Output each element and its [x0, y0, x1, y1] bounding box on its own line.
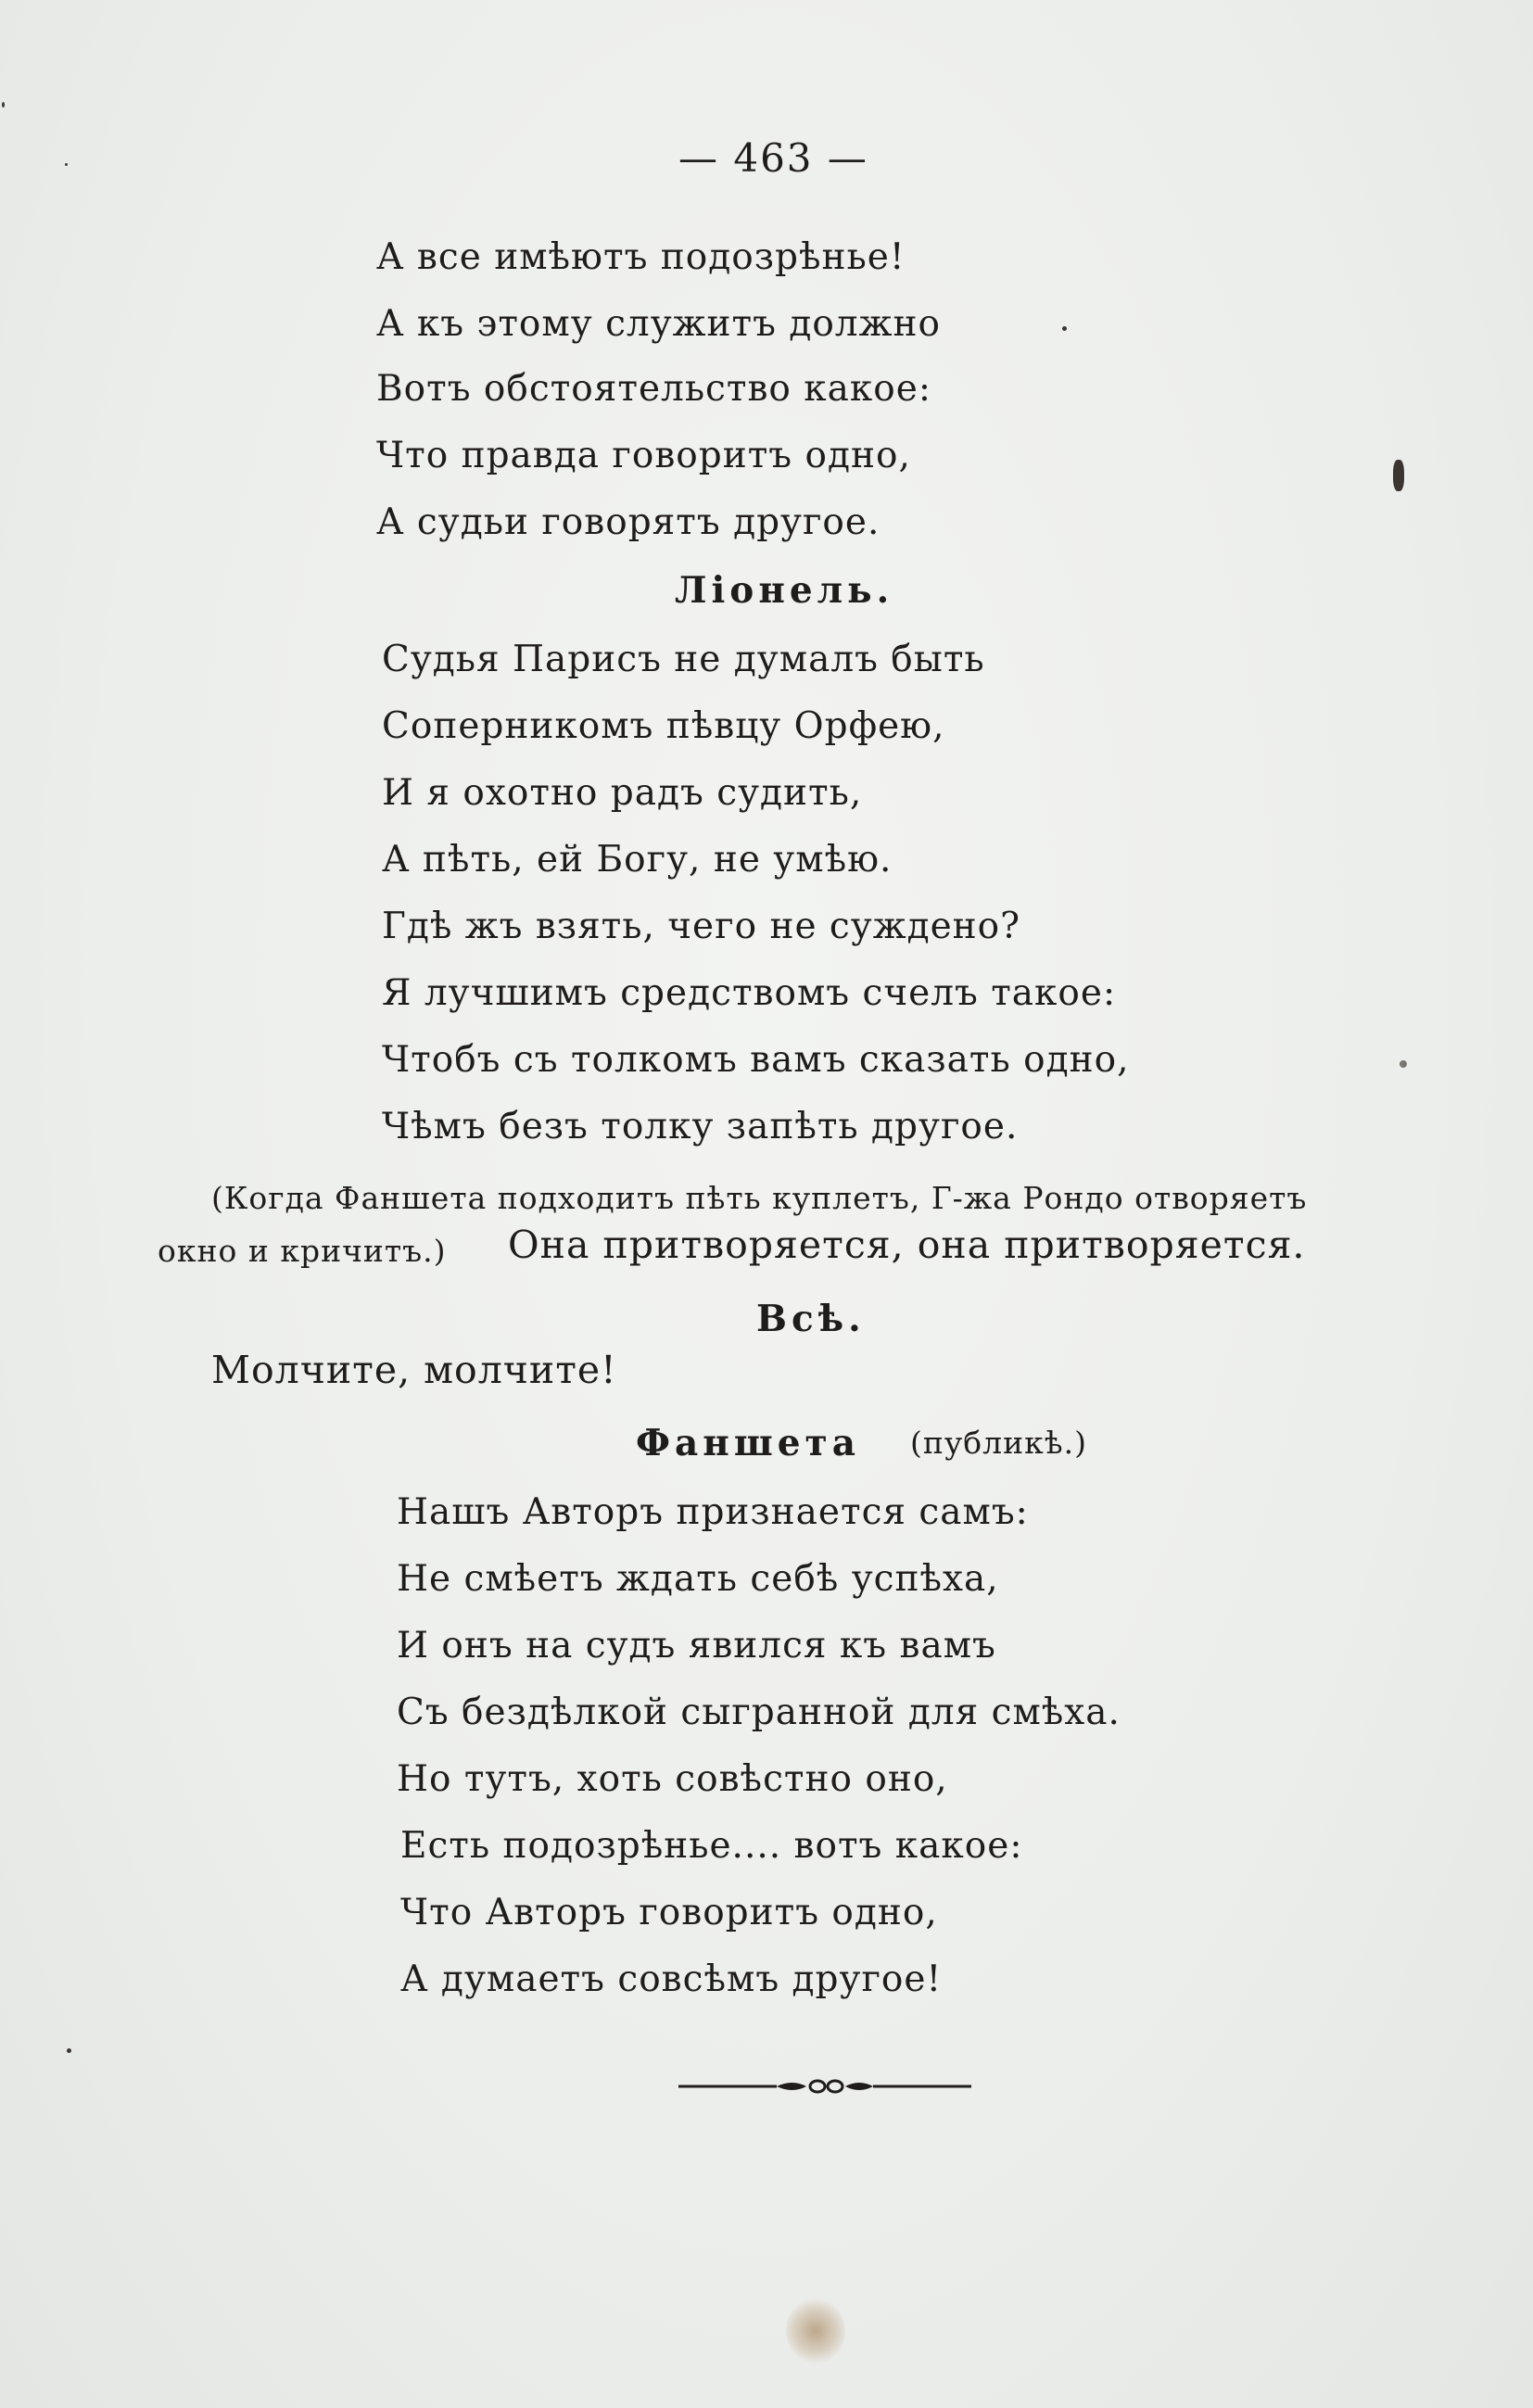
verse-line: Соперникомъ пѣвцу Орфею, — [382, 705, 945, 747]
end-ornament — [677, 2072, 973, 2100]
verse-line: И я охотно радъ судить, — [382, 772, 863, 814]
verse-line: А думаетъ совсѣмъ другое! — [400, 1958, 943, 2000]
verse-line: А къ этому служитъ должно — [376, 303, 941, 345]
verse-line: Молчите, молчите! — [211, 1348, 617, 1392]
ink-speck — [65, 163, 68, 166]
verse-line: Чѣмъ безъ толку запѣть другое. — [382, 1106, 1019, 1147]
speaker-name: Всѣ. — [756, 1298, 866, 1340]
stage-direction-line: окно и кричитъ.) — [158, 1233, 447, 1269]
verse-line: Есть подозрѣнье.... вотъ какое: — [400, 1825, 1023, 1867]
verse-line: Чтобъ съ толкомъ вамъ сказать одно, — [382, 1039, 1130, 1081]
ink-speck — [1400, 1060, 1407, 1068]
verse-line: Съ бездѣлкой сыгранной для смѣха. — [397, 1692, 1121, 1733]
ink-speck — [1062, 326, 1067, 331]
page-number: — 463 — — [678, 135, 868, 181]
ink-speck — [2, 102, 5, 108]
verse-line: Но тутъ, хоть совѣстно оно, — [397, 1758, 948, 1800]
stage-direction-line: (Когда Фаншета подходитъ пѣть куплетъ, Г-жа Рондо отворяетъ — [211, 1180, 1308, 1216]
stage-direction-exclamation: Она притворяется, она притворяется. — [508, 1223, 1306, 1267]
speaker-note: (публикѣ.) — [910, 1425, 1088, 1461]
verse-line: А судьи говорятъ другое. — [376, 501, 881, 543]
verse-line: Нашъ Авторъ признается самъ: — [397, 1491, 1029, 1533]
verse-line: Вотъ обстоятельство какое: — [376, 368, 932, 410]
verse-line: А все имѣютъ подозрѣнье! — [376, 236, 906, 278]
verse-line: Гдѣ жъ взять, чего не суждено? — [382, 906, 1021, 947]
speaker-name: Ліонель. — [675, 569, 894, 612]
verse-line: Я лучшимъ средствомъ счелъ такое: — [382, 972, 1117, 1014]
ink-speck — [1393, 460, 1404, 491]
verse-line: Судья Парисъ не думалъ быть — [382, 639, 985, 680]
verse-line: И онъ на судъ явился къ вамъ — [397, 1625, 996, 1667]
speaker-name: Фаншета — [636, 1422, 860, 1464]
ink-speck — [67, 2048, 71, 2053]
verse-line: А пѣть, ей Богу, не умѣю. — [382, 839, 893, 881]
verse-line: Что Авторъ говоритъ одно, — [400, 1892, 938, 1933]
paper-stain — [786, 2299, 845, 2364]
verse-line: Не смѣетъ ждать себѣ успѣха, — [397, 1558, 999, 1600]
verse-line: Что правда говоритъ одно, — [376, 435, 911, 476]
